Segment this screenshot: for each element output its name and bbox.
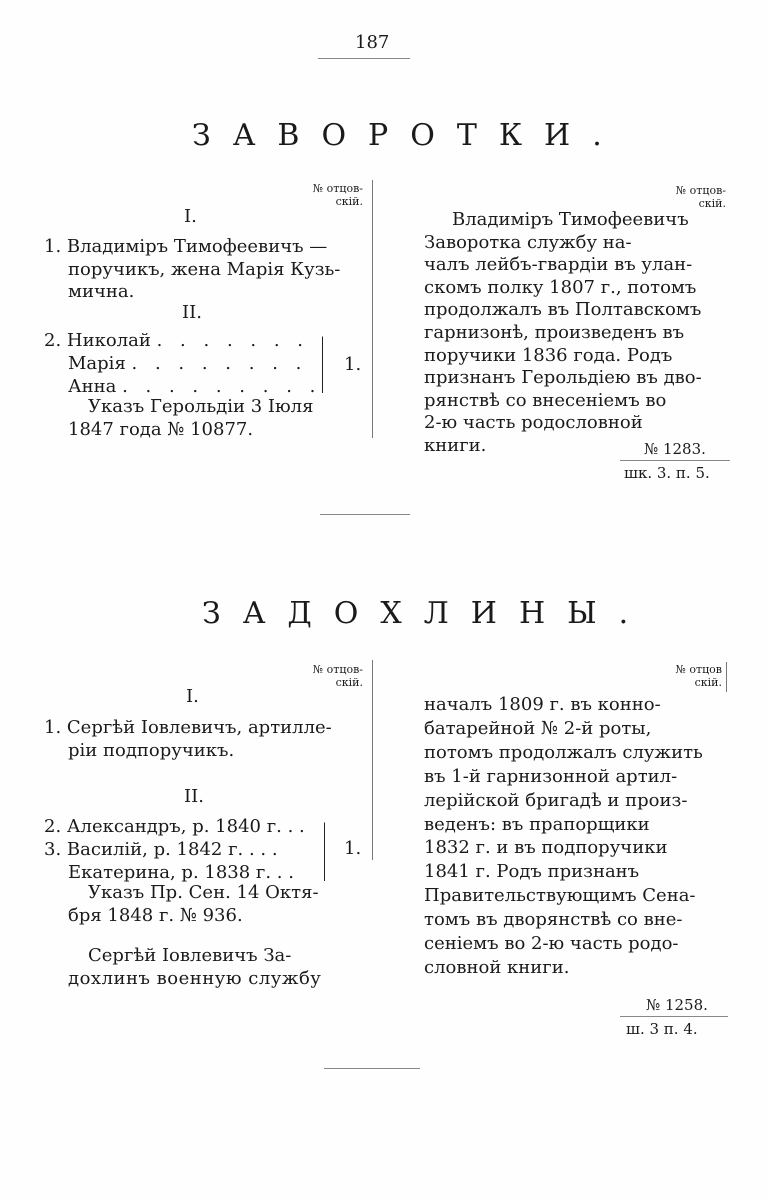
bio-line: батарейной № 2-й роты, [424,717,652,739]
entry-line: мична. [68,281,135,303]
bio-line: скомъ полку 1807 г., потомъ [424,276,697,298]
header-rule [318,58,410,59]
entry-line: поручикъ, жена Марія Кузь- [68,258,341,280]
child-number: 2. [44,816,62,837]
col-header-line: № отцов- [312,182,363,195]
grouping-brace [316,336,323,393]
decree-line: Указъ Пр. Сен. 14 Октя- [88,882,319,903]
section2-left-col-header [305,663,363,689]
father-reference: 1. [344,354,362,375]
col-header-line: скій. [335,195,363,208]
child-number: 3. [44,839,62,860]
leader-dots: . . . . . . . . [131,353,308,374]
bio-line: дохлинъ военную службу [68,967,322,989]
generation-label: I. [186,686,199,707]
ref-rule [620,460,730,461]
decree-line: 1847 года № 10877. [68,418,254,440]
column-divider [372,180,373,438]
decree-line: Указъ Герольдіи 3 Іюля [88,396,314,417]
decree-line: бря 1848 г. № 936. [68,904,243,926]
bio-line: признанъ Герольдіею въ дво- [424,367,702,389]
bio-line: Сергѣй Іовлевичъ За- [88,945,292,966]
page-number: 187 [355,32,390,53]
child-row [68,376,321,397]
bio-line: Владиміръ Тимофеевичъ [452,209,689,230]
bio-line: рянствѣ со внесеніемъ во [424,389,667,411]
bio-line: томъ въ дворянствѣ со вне- [424,909,683,931]
child-name: Анна [68,376,117,397]
entry-line: 1. Сергѣй Іовлевичъ, артилле- [44,717,332,738]
leader-dots: . . . . . . . . . [122,376,322,397]
generation-label: I. [184,206,197,227]
child-name: Александръ, р. 1840 г. . . [66,816,305,837]
father-reference: 1. [344,838,362,859]
bio-line: гарнизонѣ, произведенъ въ [424,321,685,343]
child-row [44,839,278,860]
biography-text [424,209,706,458]
decree-text [44,396,313,441]
bio-line: поручики 1836 года. Родъ [424,344,673,366]
col-header-line: скій. [698,197,726,210]
generation-label: II. [184,786,204,807]
bio-line: чалъ лейбъ-гвардіи въ улан- [424,254,693,276]
bio-line: словной книги. [424,956,570,978]
generation-label: II. [182,302,202,323]
bio-line: сеніемъ во 2-ю часть родо- [424,933,679,955]
col-header-line: № отцов- [675,184,726,197]
decree-text [44,882,319,927]
child-row [68,353,307,374]
bio-line: Правительствующимъ Сена- [424,885,696,907]
archive-number: № 1283. [644,440,706,458]
grouping-brace [318,822,325,881]
archive-location: шк. 3. п. 5. [624,464,710,482]
child-name: Николай [66,330,151,351]
child-row [44,330,309,351]
genealogy-entry [44,236,340,304]
bio-line: въ 1-й гарнизонной артил- [424,765,678,787]
child-number: 2. [44,330,62,351]
leader-dots: . . . . . . . [156,330,309,351]
archive-location: ш. 3 п. 4. [626,1020,698,1038]
entry-line: ріи подпоручикъ. [68,739,235,761]
child-name: Марія [68,353,126,374]
col-header-line: скій. [694,676,722,689]
bio-line: Заворотка службу на- [424,231,632,253]
section-separator [324,1068,420,1069]
genealogy-entry [44,717,332,762]
section1-left-col-header [305,182,363,208]
child-row [68,862,294,883]
child-row [44,816,305,837]
biography-text-right [424,693,714,980]
column-divider [726,662,727,692]
bio-line: 2-ю часть родословной книги. [424,412,643,456]
col-header-line: № отцов [675,663,722,676]
col-header-line: скій. [335,676,363,689]
child-name: Екатерина, р. 1838 г. . . [68,862,294,883]
bio-line: началъ 1809 г. въ конно- [424,694,661,715]
ref-rule [620,1016,728,1017]
section1-right-col-header [668,184,726,210]
section1-title: ЗАВОРОТКИ. [192,118,624,153]
bio-line: продолжалъ въ Полтавскомъ [424,299,702,321]
biography-text-left [44,945,321,990]
bio-line: лерійской бригадѣ и произ- [424,789,688,811]
column-divider [372,660,373,860]
bio-line: потомъ продолжалъ служить [424,741,703,763]
archive-number: № 1258. [646,996,708,1014]
bio-line: 1832 г. и въ подпоручики [424,837,668,859]
col-header-line: № отцов- [312,663,363,676]
section2-right-col-header [664,663,722,689]
bio-line: 1841 г. Родъ признанъ [424,861,640,883]
section2-title: ЗАДОХЛИНЫ. [202,596,651,631]
bio-line: веденъ: въ прапорщики [424,813,650,835]
section-separator [320,514,410,515]
child-name: Василій, р. 1842 г. . . . [66,839,278,860]
entry-line: 1. Владиміръ Тимофеевичъ — [44,236,328,257]
